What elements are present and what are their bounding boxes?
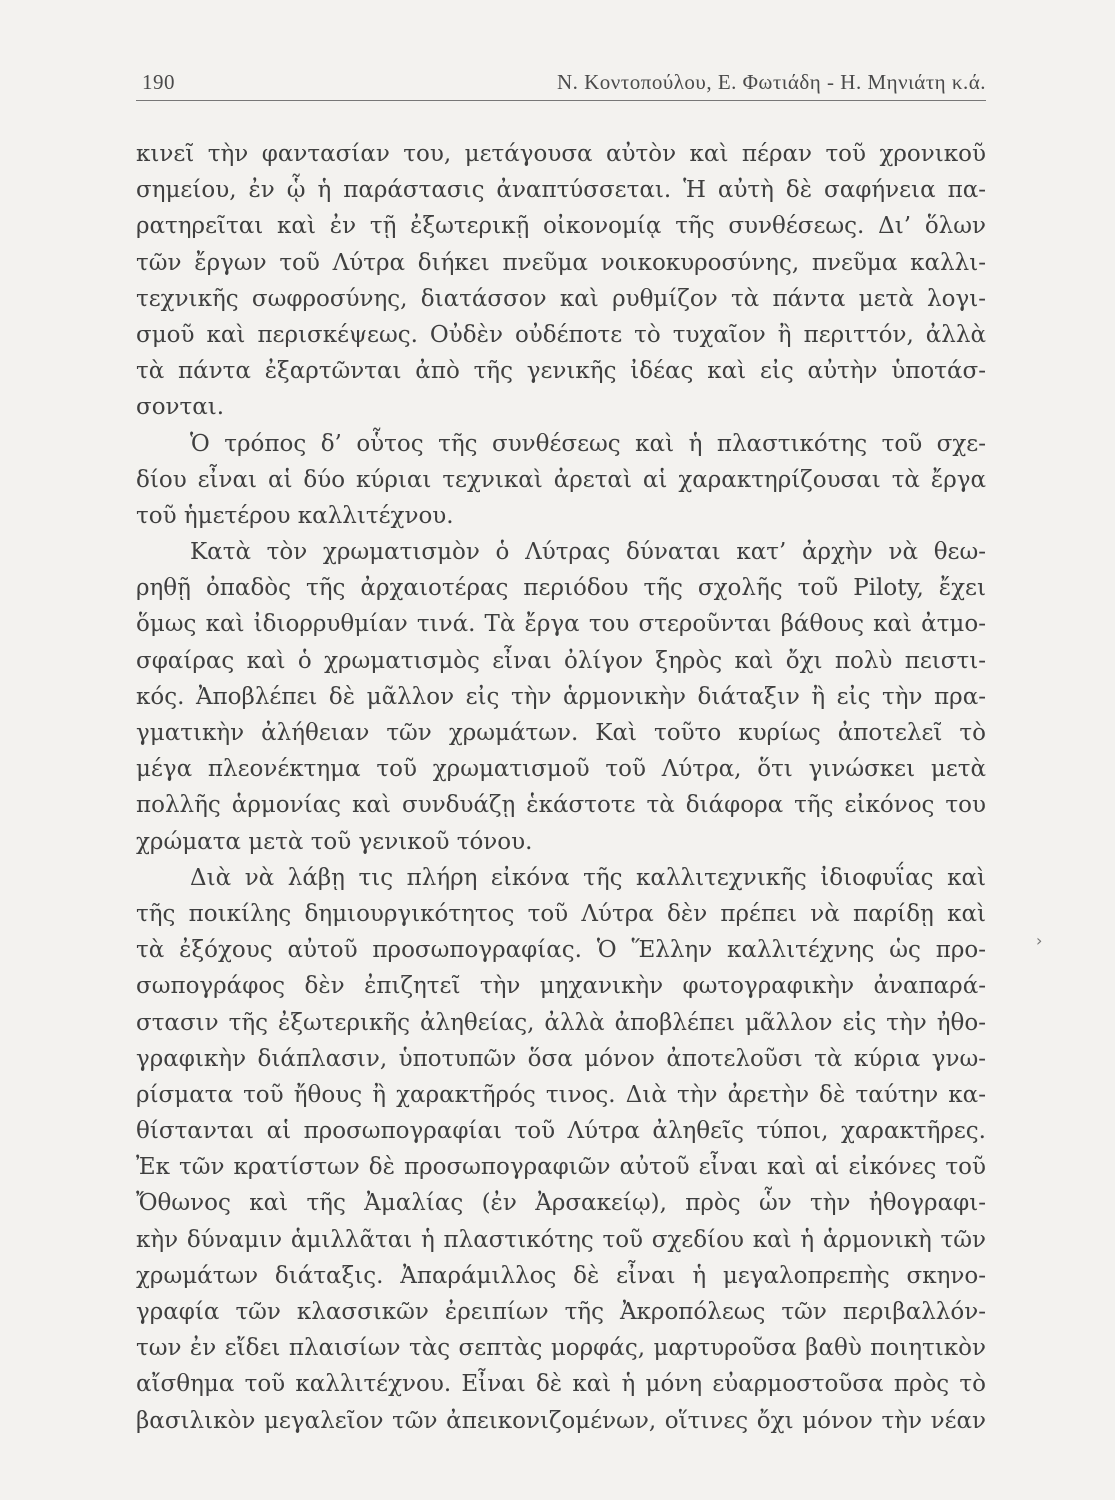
- paragraph-first-line: Ὁ τρόπος δ’ οὗτος τῆς συνθέσεως καὶ ἡ πλαστικότης τοῦ σχε-: [190, 430, 986, 457]
- running-title: Ν. Κοντοπούλου, Ε. Φωτιάδη - Η. Μηνιάτη κ.ά.: [556, 70, 986, 94]
- text-line: σημείου, ἐν ᾧ ἡ παράστασις ἀναπτύσσεται. Ἡ αὐτὴ δὲ σαφήνεια πα-: [136, 177, 986, 204]
- text-line: αἴσθημα τοῦ καλλιτέχνου. Εἶναι δὲ καὶ ἡ μόνη εὐαρμοστοῦσα πρὸς τὸ: [136, 1371, 986, 1398]
- text-line: τῆς ποικίλης δημιουργικότητος τοῦ Λύτρα δὲν πρέπει νὰ παρίδῃ καὶ: [136, 900, 986, 927]
- text-line: σωπογράφος δὲν ἐπιζητεῖ τὴν μηχανικὴν φωτογραφικὴν ἀναπαρά-: [136, 973, 986, 1000]
- text-line: ρίσματα τοῦ ἤθους ἢ χαρακτῆρός τινος. Διὰ τὴν ἀρετὴν δὲ ταύτην κα-: [136, 1081, 986, 1108]
- text-line: γραφικὴν διάπλασιν, ὑποτυπῶν ὅσα μόνον ἀποτελοῦσι τὰ κύρια γνω-: [136, 1045, 986, 1072]
- text-line: χρωμάτων διάταξις. Ἀπαράμιλλος δὲ εἶναι ἡ μεγαλοπρεπὴς σκηνο-: [136, 1262, 986, 1289]
- text-line: γματικὴν ἀλήθειαν τῶν χρωμάτων. Καὶ τοῦτο κυρίως ἀποτελεῖ τὸ: [136, 720, 986, 746]
- text-line: ρατηρεῖται καὶ ἐν τῇ ἐξωτερικῇ οἰκονομίᾳ τῆς συνθέσεως. Δι’ ὅλων: [136, 213, 986, 240]
- text-line: χρώματα μετὰ τοῦ γενικοῦ τόνου.: [136, 828, 533, 855]
- running-header: [136, 66, 986, 101]
- text-line: στασιν τῆς ἐξωτερικῆς ἀληθείας, ἀλλὰ ἀποβλέπει μᾶλλον εἰς τὴν ἠθο-: [136, 1009, 986, 1036]
- text-line: ρηθῇ ὀπαδὸς τῆς ἀρχαιοτέρας περιόδου τῆς σχολῆς τοῦ Piloty, ἔχει: [136, 575, 986, 602]
- body-text: [136, 136, 986, 1439]
- text-line: τοῦ ἡμετέρου καλλιτέχνου.: [136, 502, 454, 529]
- text-line: θίστανται αἱ προσωπογραφίαι τοῦ Λύτρα ἀληθεῖς τύποι, χαρακτῆρες.: [136, 1118, 986, 1145]
- text-line: τὰ ἐξόχους αὐτοῦ προσωπογραφίας. Ὁ Ἕλλην καλλιτέχνης ὡς προ-: [136, 937, 986, 964]
- text-line: πολλῆς ἁρμονίας καὶ συνδυάζῃ ἑκάστοτε τὰ διάφορα τῆς εἰκόνος του: [136, 792, 986, 819]
- text-line: σφαίρας καὶ ὁ χρωματισμὸς εἶναι ὀλίγον ξηρὸς καὶ ὄχι πολὺ πειστι-: [136, 647, 986, 674]
- text-line: δίου εἶναι αἱ δύο κύριαι τεχνικαὶ ἀρεταὶ αἱ χαρακτηρίζουσαι τὰ ἔργα: [136, 466, 986, 493]
- text-line: τὰ πάντα ἐξαρτῶνται ἀπὸ τῆς γενικῆς ἰδέας καὶ εἰς αὐτὴν ὑποτάσ-: [136, 358, 986, 385]
- margin-mark: ›: [1036, 931, 1043, 950]
- text-line: των ἐν εἴδει πλαισίων τὰς σεπτὰς μορφάς, μαρτυροῦσα βαθὺ ποιητικὸν: [136, 1335, 986, 1362]
- paragraph-first-line: Διὰ νὰ λάβῃ τις πλήρη εἰκόνα τῆς καλλιτεχνικῆς ἰδιοφυΐας καὶ: [190, 864, 986, 891]
- page-number: 190: [142, 70, 175, 94]
- text-line: τεχνικῆς σωφροσύνης, διατάσσον καὶ ρυθμίζον τὰ πάντα μετὰ λογι-: [136, 285, 986, 312]
- text-line: κὴν δύναμιν ἁμιλλᾶται ἡ πλαστικότης τοῦ σχεδίου καὶ ἡ ἁρμονικὴ τῶν: [136, 1226, 986, 1253]
- text-line: σονται.: [136, 394, 225, 421]
- paragraph-first-line: Κατὰ τὸν χρωματισμὸν ὁ Λύτρας δύναται κατ’ ἀρχὴν νὰ θεω-: [190, 539, 986, 566]
- text-line: σμοῦ καὶ περισκέψεως. Οὐδὲν οὐδέποτε τὸ τυχαῖον ἢ περιττόν, ἀλλὰ: [136, 321, 986, 348]
- text-line: γραφία τῶν κλασσικῶν ἐρειπίων τῆς Ἀκροπόλεως τῶν περιβαλλόν-: [136, 1299, 986, 1325]
- text-line: ὅμως καὶ ἰδιορρυθμίαν τινά. Τὰ ἔργα του στεροῦνται βάθους καὶ ἀτμο-: [136, 611, 986, 638]
- text-line: μέγα πλεονέκτημα τοῦ χρωματισμοῦ τοῦ Λύτρα, ὅτι γινώσκει μετὰ: [136, 756, 986, 783]
- text-line: Ἐκ τῶν κρατίστων δὲ προσωπογραφιῶν αὐτοῦ εἶναι καὶ αἱ εἰκόνες τοῦ: [136, 1154, 986, 1181]
- text-line: βασιλικὸν μεγαλεῖον τῶν ἀπεικονιζομένων, οἵτινες ὄχι μόνον τὴν νέαν: [136, 1407, 986, 1434]
- text-line: Ὄθωνος καὶ τῆς Ἀμαλίας (ἐν Ἀρσακείῳ), πρὸς ὧν τὴν ἠθογραφι-: [136, 1190, 986, 1217]
- text-line: κινεῖ τὴν φαντασίαν του, μετάγουσα αὐτὸν καὶ πέραν τοῦ χρονικοῦ: [136, 141, 986, 167]
- text-line: τῶν ἔργων τοῦ Λύτρα διήκει πνεῦμα νοικοκυροσύνης, πνεῦμα καλλι-: [136, 249, 986, 276]
- text-line: κός. Ἀποβλέπει δὲ μᾶλλον εἰς τὴν ἁρμονικὴν διάταξιν ἢ εἰς τὴν πρα-: [136, 683, 986, 710]
